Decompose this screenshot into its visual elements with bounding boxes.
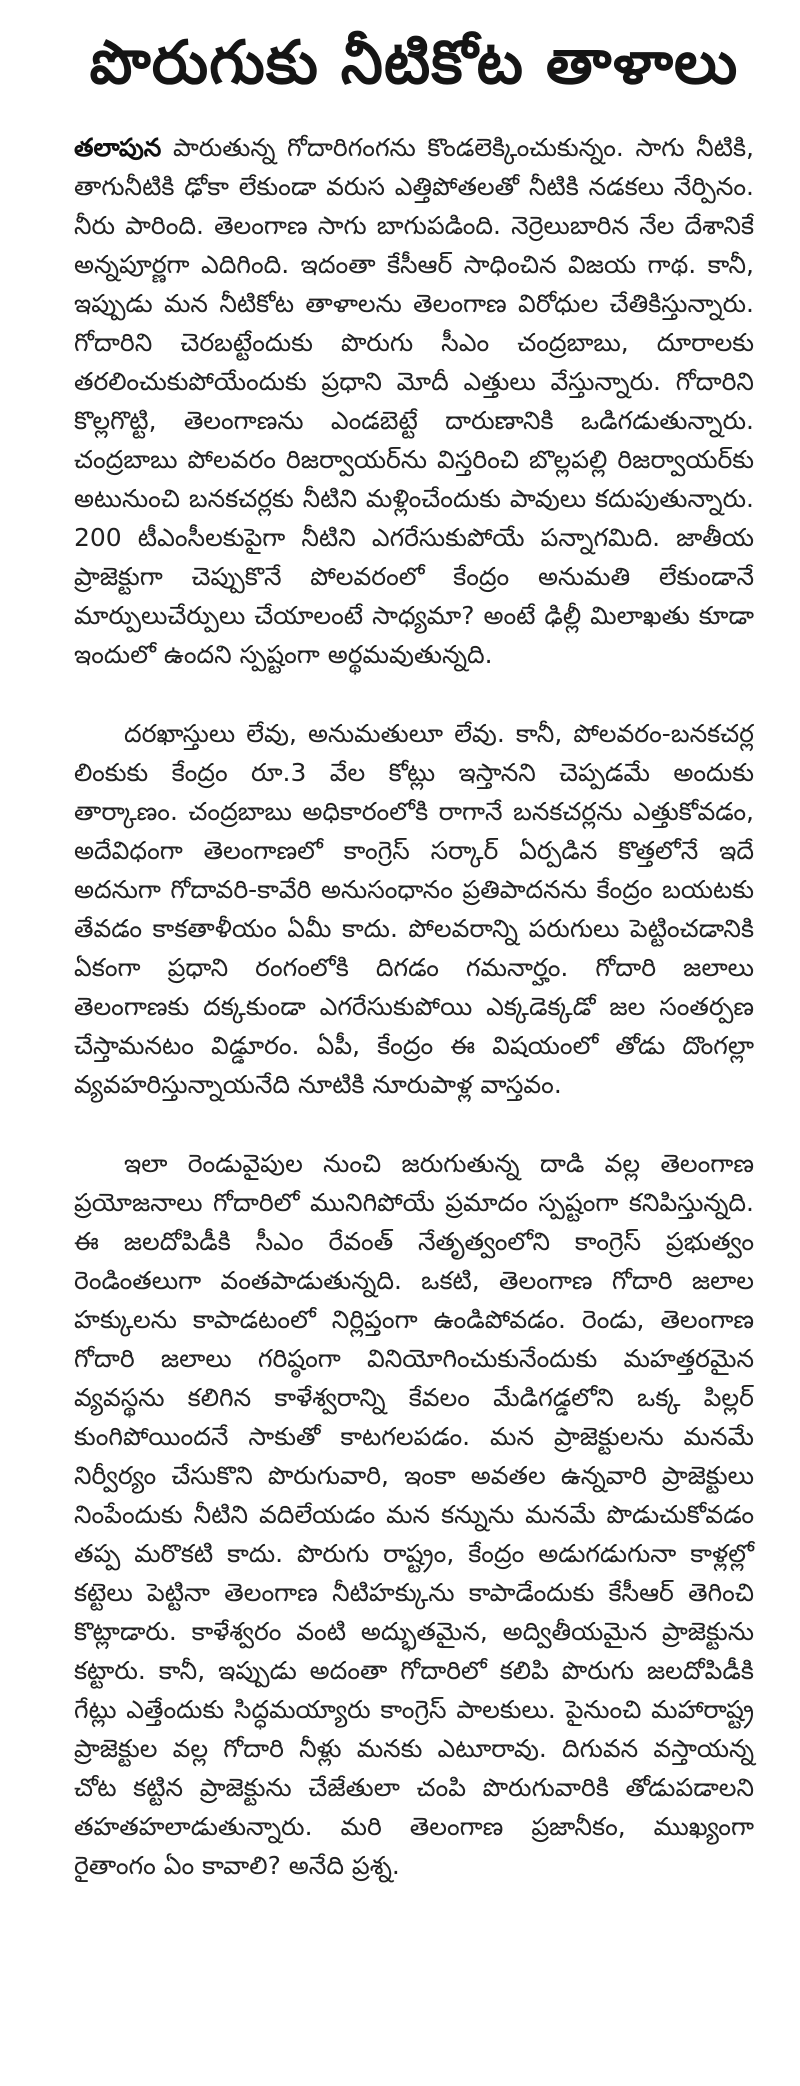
- paragraph-1-text: పారుతున్న గోదారిగంగను కొండలెక్కించుకున్నం. సాగు నీటికి, తాగునీటికి ఢోకా లేకుండా వరుస ఎత్తిపోతలతో నీటికి నడకలు నేర్పినం. నీరు పారింది. తెలంగాణ సాగు బాగుపడింది. నెర్రెలుబారిన నేల దేశానికే అన్నపూర్ణగా ఎదిగింది. ఇదంతా కేసీఆర్ సాధించిన విజయ గాథ. కానీ, ఇప్పుడు మన నీటికోట తాళాలను తెలంగాణ విరోధుల చేతికిస్తున్నారు. గోదారిని చెరబట్టేందుకు పొరుగు సీఎం చంద్రబాబు, దూరాలకు తరలించుకుపోయేందుకు ప్రధాని మోదీ ఎత్తులు వేస్తున్నారు. గోదారిని కొల్లగొట్టి, తెలంగాణను ఎండబెట్టే దారుణానికి ఒడిగడుతున్నారు. చంద్రబాబు పోలవరం రిజర్వాయర్‌ను విస్తరించి బొల్లపల్లి రిజర్వాయర్‌కు అటునుంచి బనకచర్లకు నీటిని మళ్లించేందుకు పావులు కదుపుతున్నారు. 200 టీఎంసీలకుపైగా నీటిని ఎగరేసుకుపోయే పన్నాగమిది. జాతీయ ప్రాజెక్టుగా చెప్పుకొనే పోలవరంలో కేంద్రం అనుమతి లేకుండానే మార్పులుచేర్పులు చేయాలంటే సాధ్యమా? అంటే ఢిల్లీ మిలాఖతు కూడా ఇందులో ఉందని స్పష్టంగా అర్థమవుతున్నది.: [74, 133, 754, 669]
- lead-word: తలాపున: [74, 133, 162, 162]
- paragraph-2: దరఖాస్తులు లేవు, అనుమతులూ లేవు. కానీ, పోలవరం-బనకచర్ల లింకుకు కేంద్రం రూ.3 వేల కోట్లు ఇస్తానని చెప్పడమే అందుకు తార్కాణం. చంద్రబాబు అధికారంలోకి రాగానే బనకచర్లను ఎత్తుకోవడం, అదేవిధంగా తెలంగాణలో కాంగ్రెస్ సర్కార్ ఏర్పడిన కొత్తలోనే ఇదే అదనుగా గోదావరి-కావేరి అనుసంధానం ప్రతిపాదనను కేంద్రం బయటకు తేవడం కాకతాళీయం ఏమీ కాదు. పోలవరాన్ని పరుగులు పెట్టించడానికి ఏకంగా ప్రధాని రంగంలోకి దిగడం గమనార్హం. గోదారి జలాలు తెలంగాణకు దక్కకుండా ఎగరేసుకుపోయి ఎక్కడెక్కడో జల సంతర్పణ చేస్తామనటం విడ్డూరం. ఏపీ, కేంద్రం ఈ విషయంలో తోడు దొంగల్లా వ్యవహరిస్తున్నాయనేది నూటికి నూరుపాళ్ల వాస్తవం.: [74, 719, 754, 1099]
- paragraph-3: ఇలా రెండువైపుల నుంచి జరుగుతున్న దాడి వల్ల తెలంగాణ ప్రయోజనాలు గోదారిలో మునిగిపోయే ప్రమాదం స్పష్టంగా కనిపిస్తున్నది. ఈ జలదోపిడీకి సీఎం రేవంత్ నేతృత్వంలోని కాంగ్రెస్ ప్రభుత్వం రెండింతలుగా వంతపాడుతున్నది. ఒకటి, తెలంగాణ గోదారి జలాల హక్కులను కాపాడటంలో నిర్లిప్తంగా ఉండిపోవడం. రెండు, తెలంగాణ గోదారి జలాలు గరిష్ఠంగా వినియోగించుకునేందుకు మహత్తరమైన వ్యవస్థను కలిగిన కాళేశ్వరాన్ని కేవలం మేడిగడ్డలోని ఒక్క పిల్లర్ కుంగిపోయిందనే సాకుతో కాటగలపడం. మన ప్రాజెక్టులను మనమే నిర్వీర్యం చేసుకొని పొరుగువారి, ఇంకా అవతల ఉన్నవారి ప్రాజెక్టులు నింపేందుకు నీటిని వదిలేయడం మన కన్నును మనమే పొడుచుకోవడం తప్ప మరొకటి కాదు. పొరుగు రాష్ట్రం, కేంద్రం అడుగడుగునా కాళ్లల్లో కట్టెలు పెట్టినా తెలంగాణ నీటిహక్కును కాపాడేందుకు కేసీఆర్ తెగించి కొట్లాడారు. కాళేశ్వరం వంటి అద్భుతమైన, అద్వితీయమైన ప్రాజెక్టును కట్టారు. కానీ, ఇప్పుడు అదంతా గోదారిలో కలిపి పొరుగు జలదోపిడీకి గేట్లు ఎత్తేందుకు సిద్ధమయ్యారు కాంగ్రెస్ పాలకులు. పైనుంచి మహారాష్ట్ర ప్రాజెక్టుల వల్ల గోదారి నీళ్లు మనకు ఎటూరావు. దిగువన వస్తాయన్న చోట కట్టిన ప్రాజెక్టును చేజేతులా చంపి పొరుగువారికి తోడుపడాలని తహతహలాడుతున్నారు. మరి తెలంగాణ ప్రజానీకం, ముఖ్యంగా రైతాంగం ఏం కావాలి? అనేది ప్రశ్న.: [74, 1149, 754, 1880]
- paragraph-1: [74, 128, 754, 674]
- headline: పొరుగుకు నీటికోట తాళాలు: [89, 28, 739, 98]
